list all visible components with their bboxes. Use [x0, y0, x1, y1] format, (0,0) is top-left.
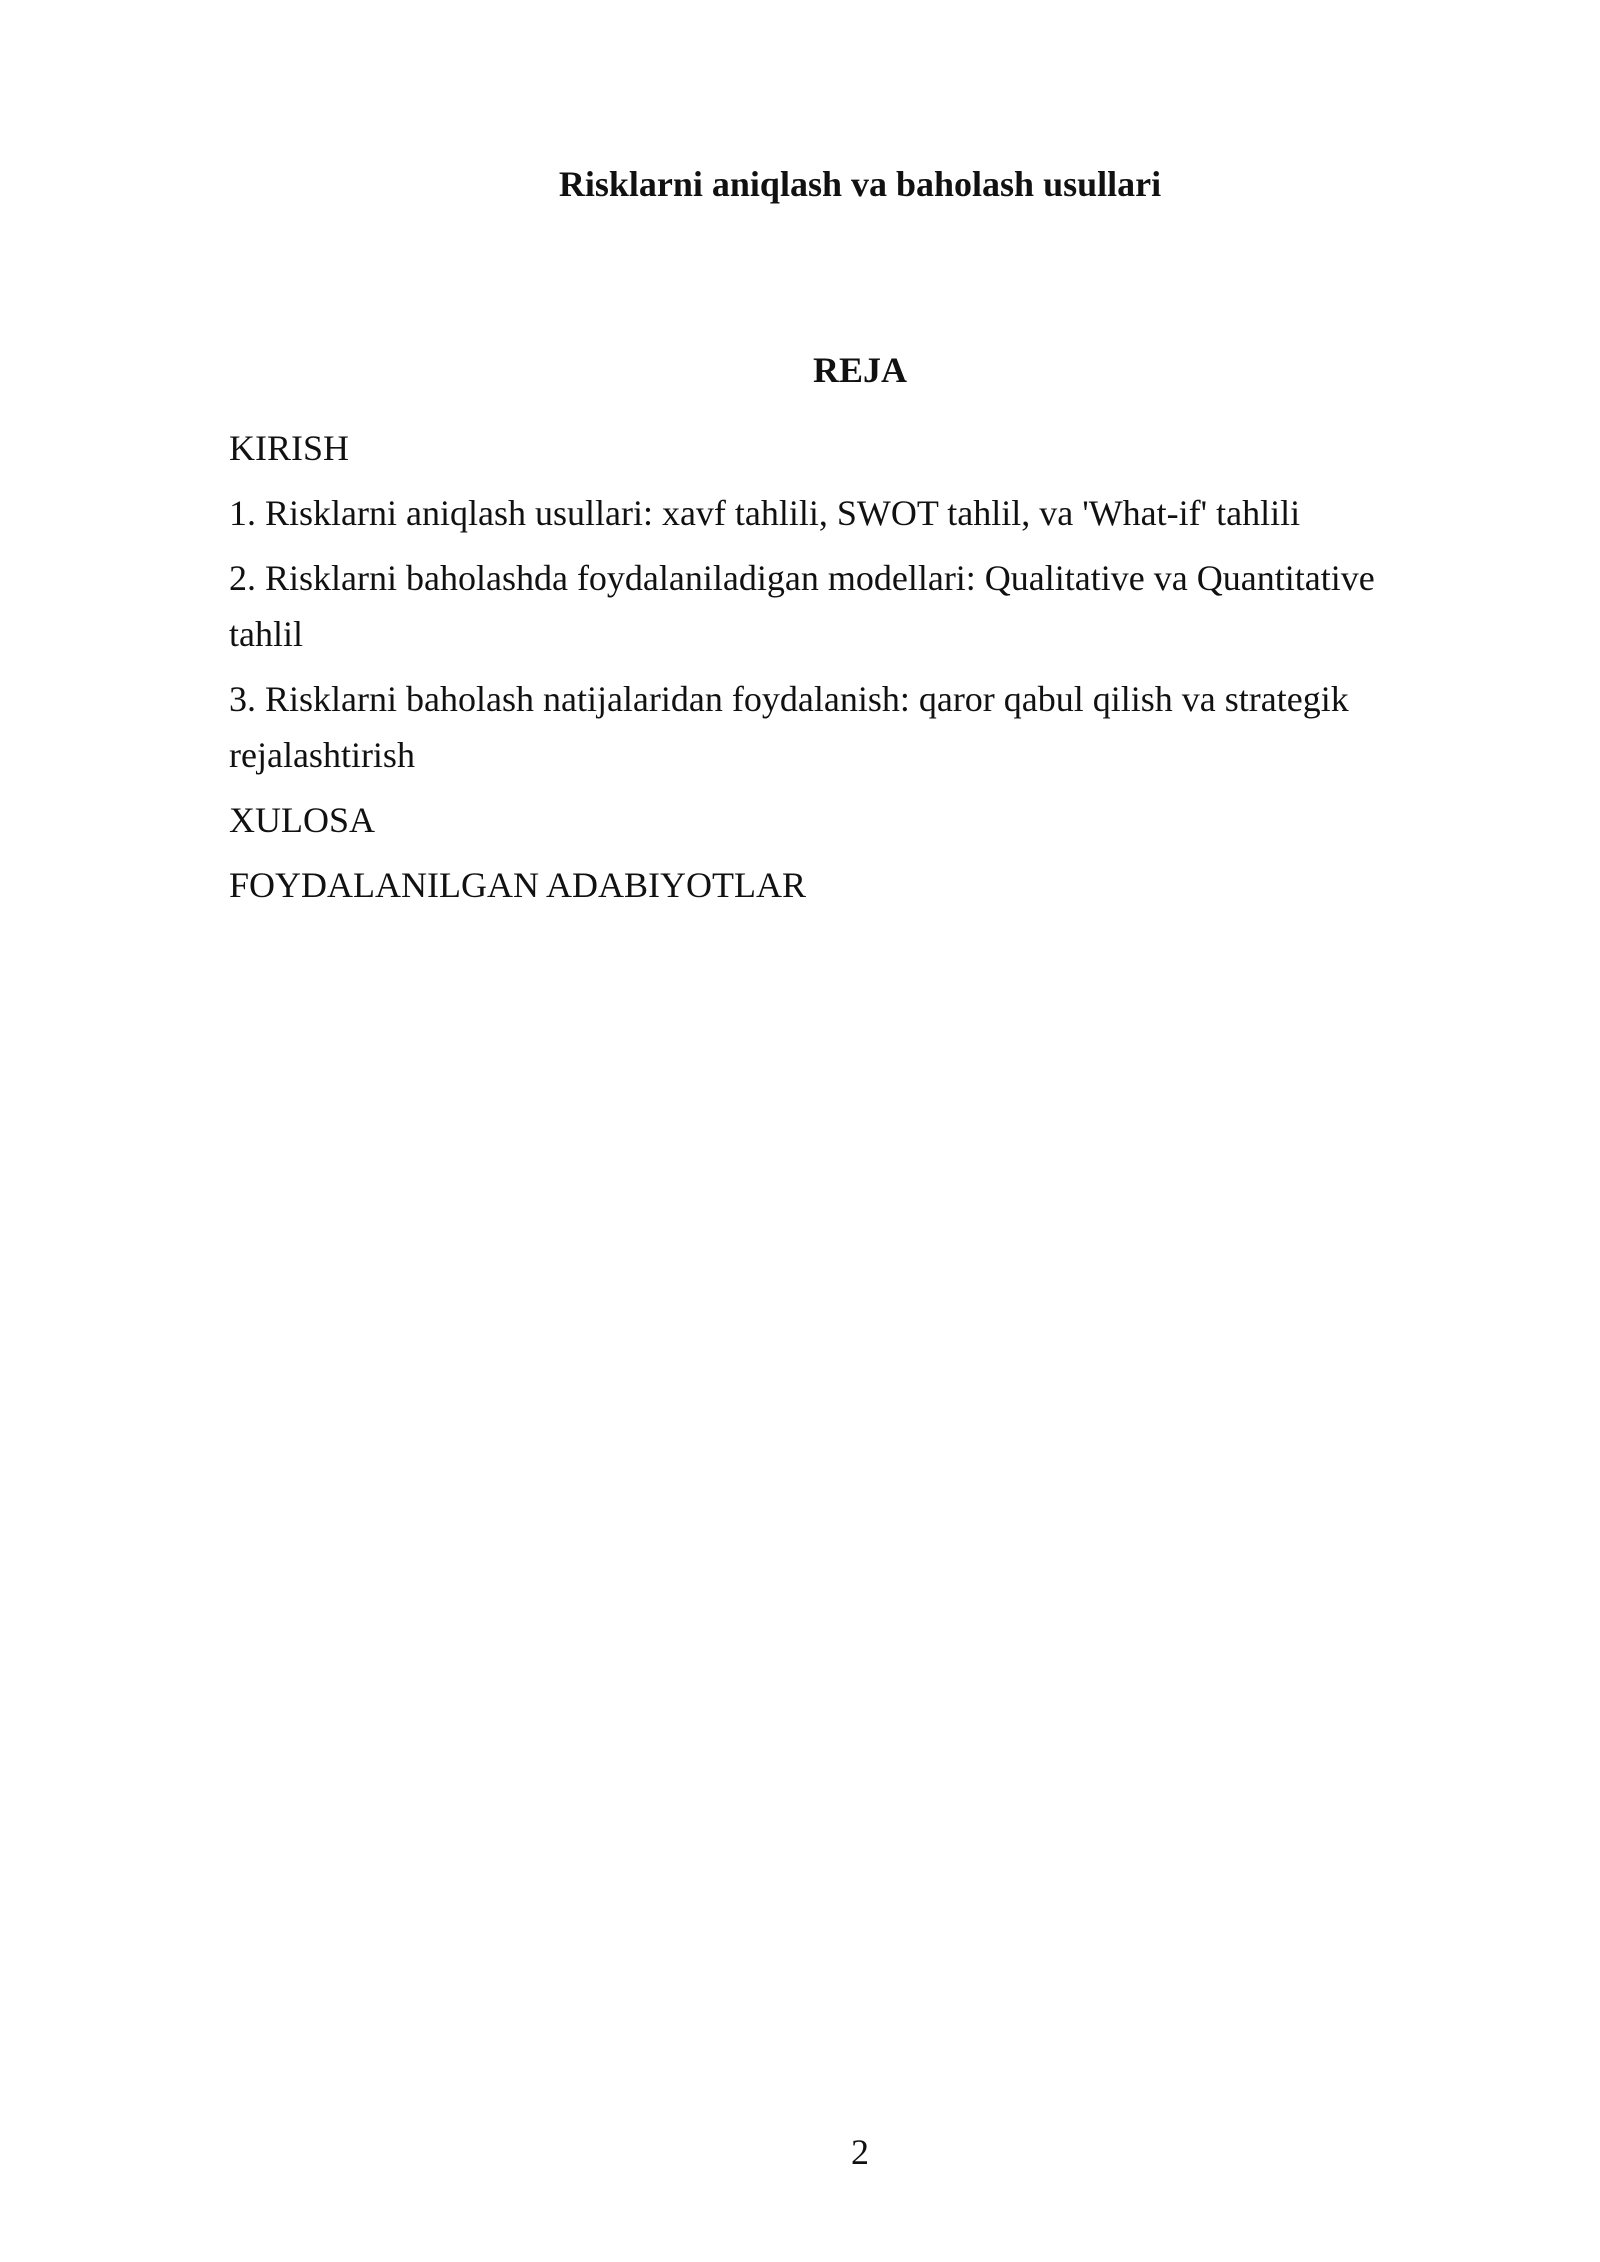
plan-item-2: 2. Risklarni baholashda foydalaniladigan modellari: Qualitative va Quantitative tahlil — [229, 558, 1375, 654]
plan-item-1: 1. Risklarni aniqlash usullari: xavf tahlili, SWOT tahlil, va 'What-if' tahlili — [229, 493, 1301, 533]
page-number: 2 — [851, 2132, 869, 2172]
plan-item-introduction: KIRISH — [229, 428, 350, 468]
plan-item-references: FOYDALANILGAN ADABIYOTLAR — [229, 865, 806, 905]
document-title: Risklarni aniqlash va baholash usullari — [558, 164, 1162, 204]
plan-list — [229, 420, 1439, 922]
plan-item-3: 3. Risklarni baholash natijalaridan foydalanish: qaror qabul qilish va strategik rejalashtirish — [229, 679, 1349, 775]
plan-item-conclusion: XULOSA — [229, 800, 376, 840]
plan-heading: REJA — [812, 350, 907, 390]
